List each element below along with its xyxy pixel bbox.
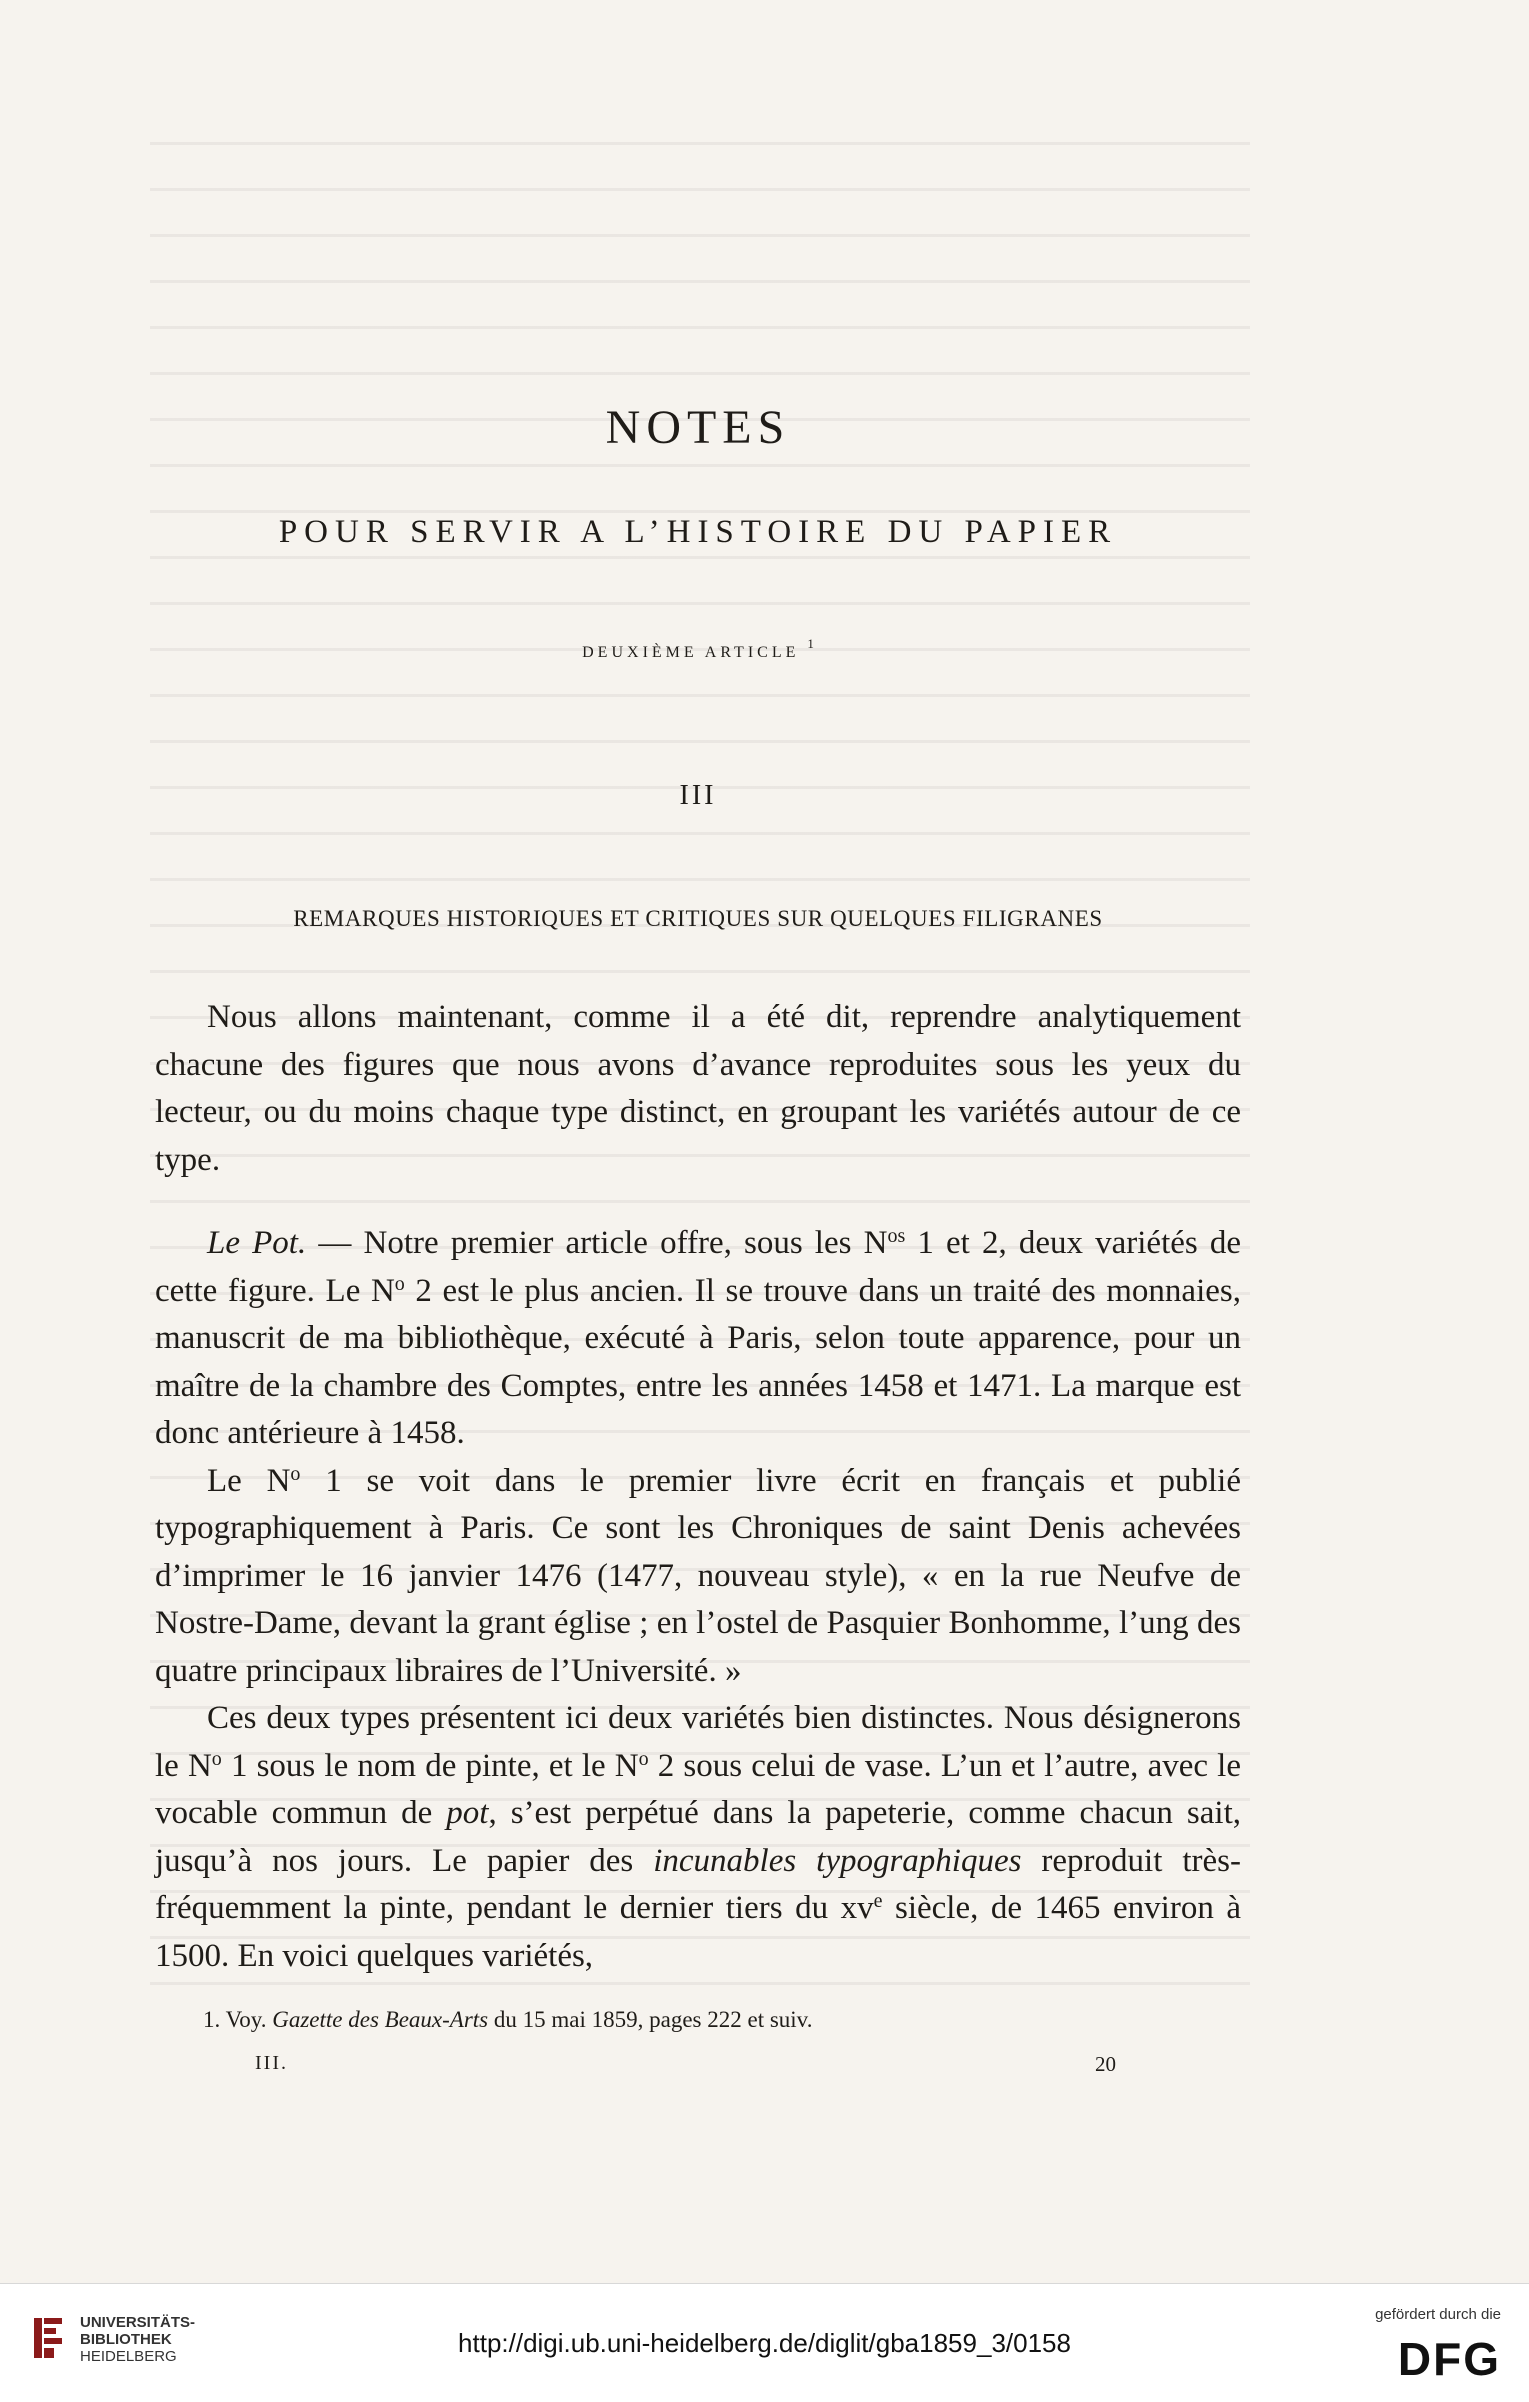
- dfg-logo[interactable]: DFG: [1397, 2333, 1501, 2385]
- body-text: [155, 994, 1241, 1980]
- section-title: REMARQUES HISTORIQUES ET CRITIQUES SUR QUELQUES FILIGRANES: [293, 906, 1103, 931]
- paragraph-2-lead: Le Pot.: [207, 1225, 307, 1261]
- paragraph-2: Le Pot. — Notre premier article offre, sous les $N^{os}$ 1 et 2, deux variétés de cette figure. Le $N^o$ 2 est le plus ancien. Il se trouve dans un traité des monnaies, manuscrit de ma bibliothèque, exécuté à Paris, selon toute apparence, pour un maître de la chambre des Comptes, entre les années 1458 et 1471. La marque est donc antérieure à 1458.: [155, 1225, 1242, 1451]
- document-url-link[interactable]: http://digi.ub.uni-heidelberg.de/diglit/gba1859_3/0158: [458, 2328, 1071, 2358]
- funding-caption: gefördert durch die: [1375, 2306, 1501, 2323]
- page-title: NOTES: [605, 401, 791, 454]
- paragraph-1: Nous allons maintenant, comme il a été dit, reprendre analytiquement chacune des figures que nous avons d’avance reproduites sous les yeux du lecteur, ou du moins chaque type distinct, en groupant les variétés autour de ce type.: [155, 999, 1241, 1178]
- signature-mark: III.: [255, 2052, 288, 2074]
- page-subtitle: POUR SERVIR A L’HISTOIRE DU PAPIER: [278, 514, 1118, 550]
- paragraph-4: Ces deux types présentent ici deux variétés bien distinctes. Nous désignerons le $N^o$ 1 sous le nom de pinte, et le $N^o$ 2 sous celui de vase. L’un et l’autre, avec le vocable commun de pot, s’est perpétué dans la papeterie, comme chacun sait, jusqu’à nos jours. Le papier des incunables typographiques reproduit très-fréquemment la pinte, pendant le dernier tiers du $xv^e$ siècle, de 1465 environ à 1500. En voici quelques variétés,: [155, 1700, 1242, 1974]
- university-name[interactable]: UNIVERSITÄTS- BIBLIOTHEK HEIDELBERG: [80, 2314, 196, 2365]
- article-label-text: DEUXIÈME ARTICLE: [582, 644, 800, 661]
- page-number: 20: [1095, 2052, 1116, 2076]
- footer-bar: [0, 2283, 1529, 2402]
- footnote-marker: 1: [807, 636, 814, 651]
- footnote: 1. Voy. Gazette des Beaux-Arts du 15 mai 1859, pages 222 et suiv.: [203, 2007, 813, 2032]
- paragraph-3: Le $N^o$ 1 se voit dans le premier livre écrit en français et publié typographiquement à Paris. Ce sont les Chroniques de saint Denis achevées d’imprimer le 16 janvier 1476 (1477, nouveau style), « en la rue Neufve de Nostre-Dame, devant la grant église ; en l’ostel de Pasquier Bonhomme, l’ung des quatre principaux libraires de l’Université. »: [155, 1462, 1241, 1689]
- article-label: [155, 636, 1241, 662]
- section-number: III: [679, 780, 717, 811]
